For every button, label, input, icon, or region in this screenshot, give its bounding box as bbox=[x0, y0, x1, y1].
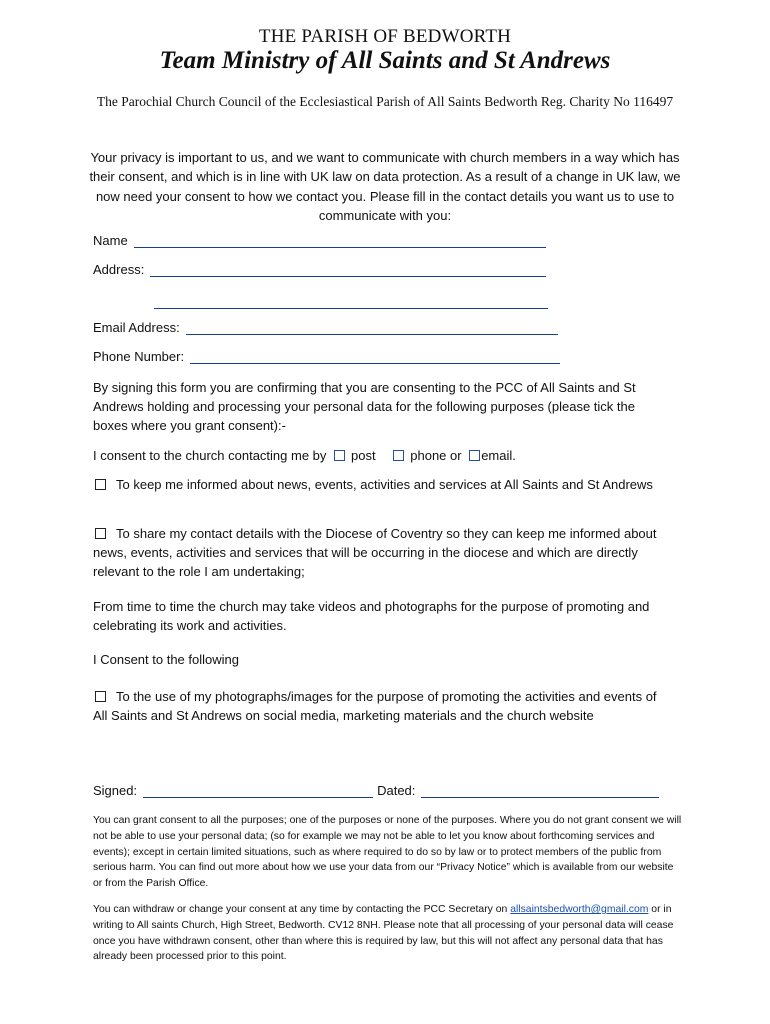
address-label: Address: bbox=[93, 262, 145, 277]
phone-option-label: phone or bbox=[410, 448, 462, 463]
news-checkbox[interactable] bbox=[95, 479, 106, 490]
post-label: post bbox=[351, 448, 376, 463]
phone-field[interactable] bbox=[93, 349, 560, 364]
ministry-title: Team Ministry of All Saints and St Andrews bbox=[159, 47, 611, 74]
signed-label: Signed: bbox=[93, 783, 138, 798]
name-label: Name bbox=[93, 233, 128, 248]
photos-option-text: To the use of my photographs/images for the purpose of promoting the activities and events of All Saints and St Andrews on social media, marketing materials and the church website bbox=[93, 689, 657, 723]
name-field[interactable] bbox=[93, 233, 546, 248]
dated-line[interactable] bbox=[421, 783, 659, 798]
secretary-email-link[interactable]: allsaintsbedworth@gmail.com bbox=[510, 904, 649, 915]
contact-consent-prefix: I consent to the church contacting me by bbox=[93, 448, 327, 463]
diocese-option-text: To share my contact details with the Diocese of Coventry so they can keep me informed about news, events, activities and services that will be occurring in the diocese and which are directly relevant to the role I am undertaking; bbox=[93, 526, 657, 579]
address-field[interactable] bbox=[93, 262, 546, 277]
privacy-intro: Your privacy is important to us, and we want to communicate with church members in a way which has their consent, and which is in line with UK law on data protection. As a result of a change in UK law, we now need your consent to how we contact you. Please fill in the contact details you want us to use to communicate with you: bbox=[89, 150, 681, 223]
diocese-option bbox=[93, 524, 671, 581]
grant-consent-note: You can grant consent to all the purposes; one of the purposes or none of the purposes. Where you do not grant consent we will not be able to use your personal data; (so for example we may not be able to let you know about forthcoming services and events); except in certain limited situations, such as where required to do so by law or to protect members of the public from serious harm. You can find out more about how we use your data from our “Privacy Notice” which is available from our website or from the Parish Office. bbox=[93, 815, 682, 890]
phone-checkbox[interactable] bbox=[393, 450, 404, 461]
withdraw-prefix: You can withdraw or change your consent at any time by contacting the PCC Secretary on bbox=[93, 904, 508, 915]
contact-consent-row bbox=[93, 446, 671, 465]
signed-line[interactable] bbox=[143, 783, 373, 798]
parish-title: THE PARISH OF BEDWORTH bbox=[258, 26, 512, 47]
photos-option bbox=[93, 687, 671, 725]
post-checkbox[interactable] bbox=[334, 450, 345, 461]
signature-row bbox=[93, 783, 659, 798]
address-line-1[interactable] bbox=[150, 262, 546, 277]
withdraw-consent-note bbox=[93, 902, 683, 965]
email-line[interactable] bbox=[186, 320, 558, 335]
news-option bbox=[93, 475, 671, 494]
name-line[interactable] bbox=[134, 233, 546, 248]
signing-statement: By signing this form you are confirming that you are consenting to the PCC of All Saints and St Andrews holding and processing your personal data for the following purposes (please tick the boxes where you grant consent):- bbox=[93, 380, 636, 433]
email-field[interactable] bbox=[93, 320, 558, 335]
diocese-checkbox[interactable] bbox=[95, 528, 106, 539]
address-line-2[interactable] bbox=[154, 294, 548, 309]
phone-label: Phone Number: bbox=[93, 349, 185, 364]
consent-following: I Consent to the following bbox=[93, 652, 239, 667]
email-option-label: email. bbox=[481, 448, 516, 463]
email-label: Email Address: bbox=[93, 320, 180, 335]
news-option-text: To keep me informed about news, events, activities and services at All Saints and St Andrews bbox=[116, 477, 653, 492]
photos-intro: From time to time the church may take videos and photographs for the purpose of promoting and celebrating its work and activities. bbox=[93, 599, 650, 633]
email-checkbox[interactable] bbox=[469, 450, 480, 461]
address-field-2[interactable] bbox=[154, 294, 548, 309]
withdraw-suffix: or in writing to All saints Church, High Street, Bedworth. CV12 8NH. Please note that all processing of your personal data will cease once you have withdrawn consent, other than where this is required by law, but this will not affect any personal data that has already been processed prior to this point. bbox=[93, 904, 674, 963]
pcc-charity-line: The Parochial Church Council of the Ecclesiastical Parish of All Saints Bedworth Reg. Charity No 116497 bbox=[96, 94, 674, 109]
dated-label: Dated: bbox=[377, 783, 416, 798]
photos-checkbox[interactable] bbox=[95, 691, 106, 702]
phone-line[interactable] bbox=[190, 349, 560, 364]
